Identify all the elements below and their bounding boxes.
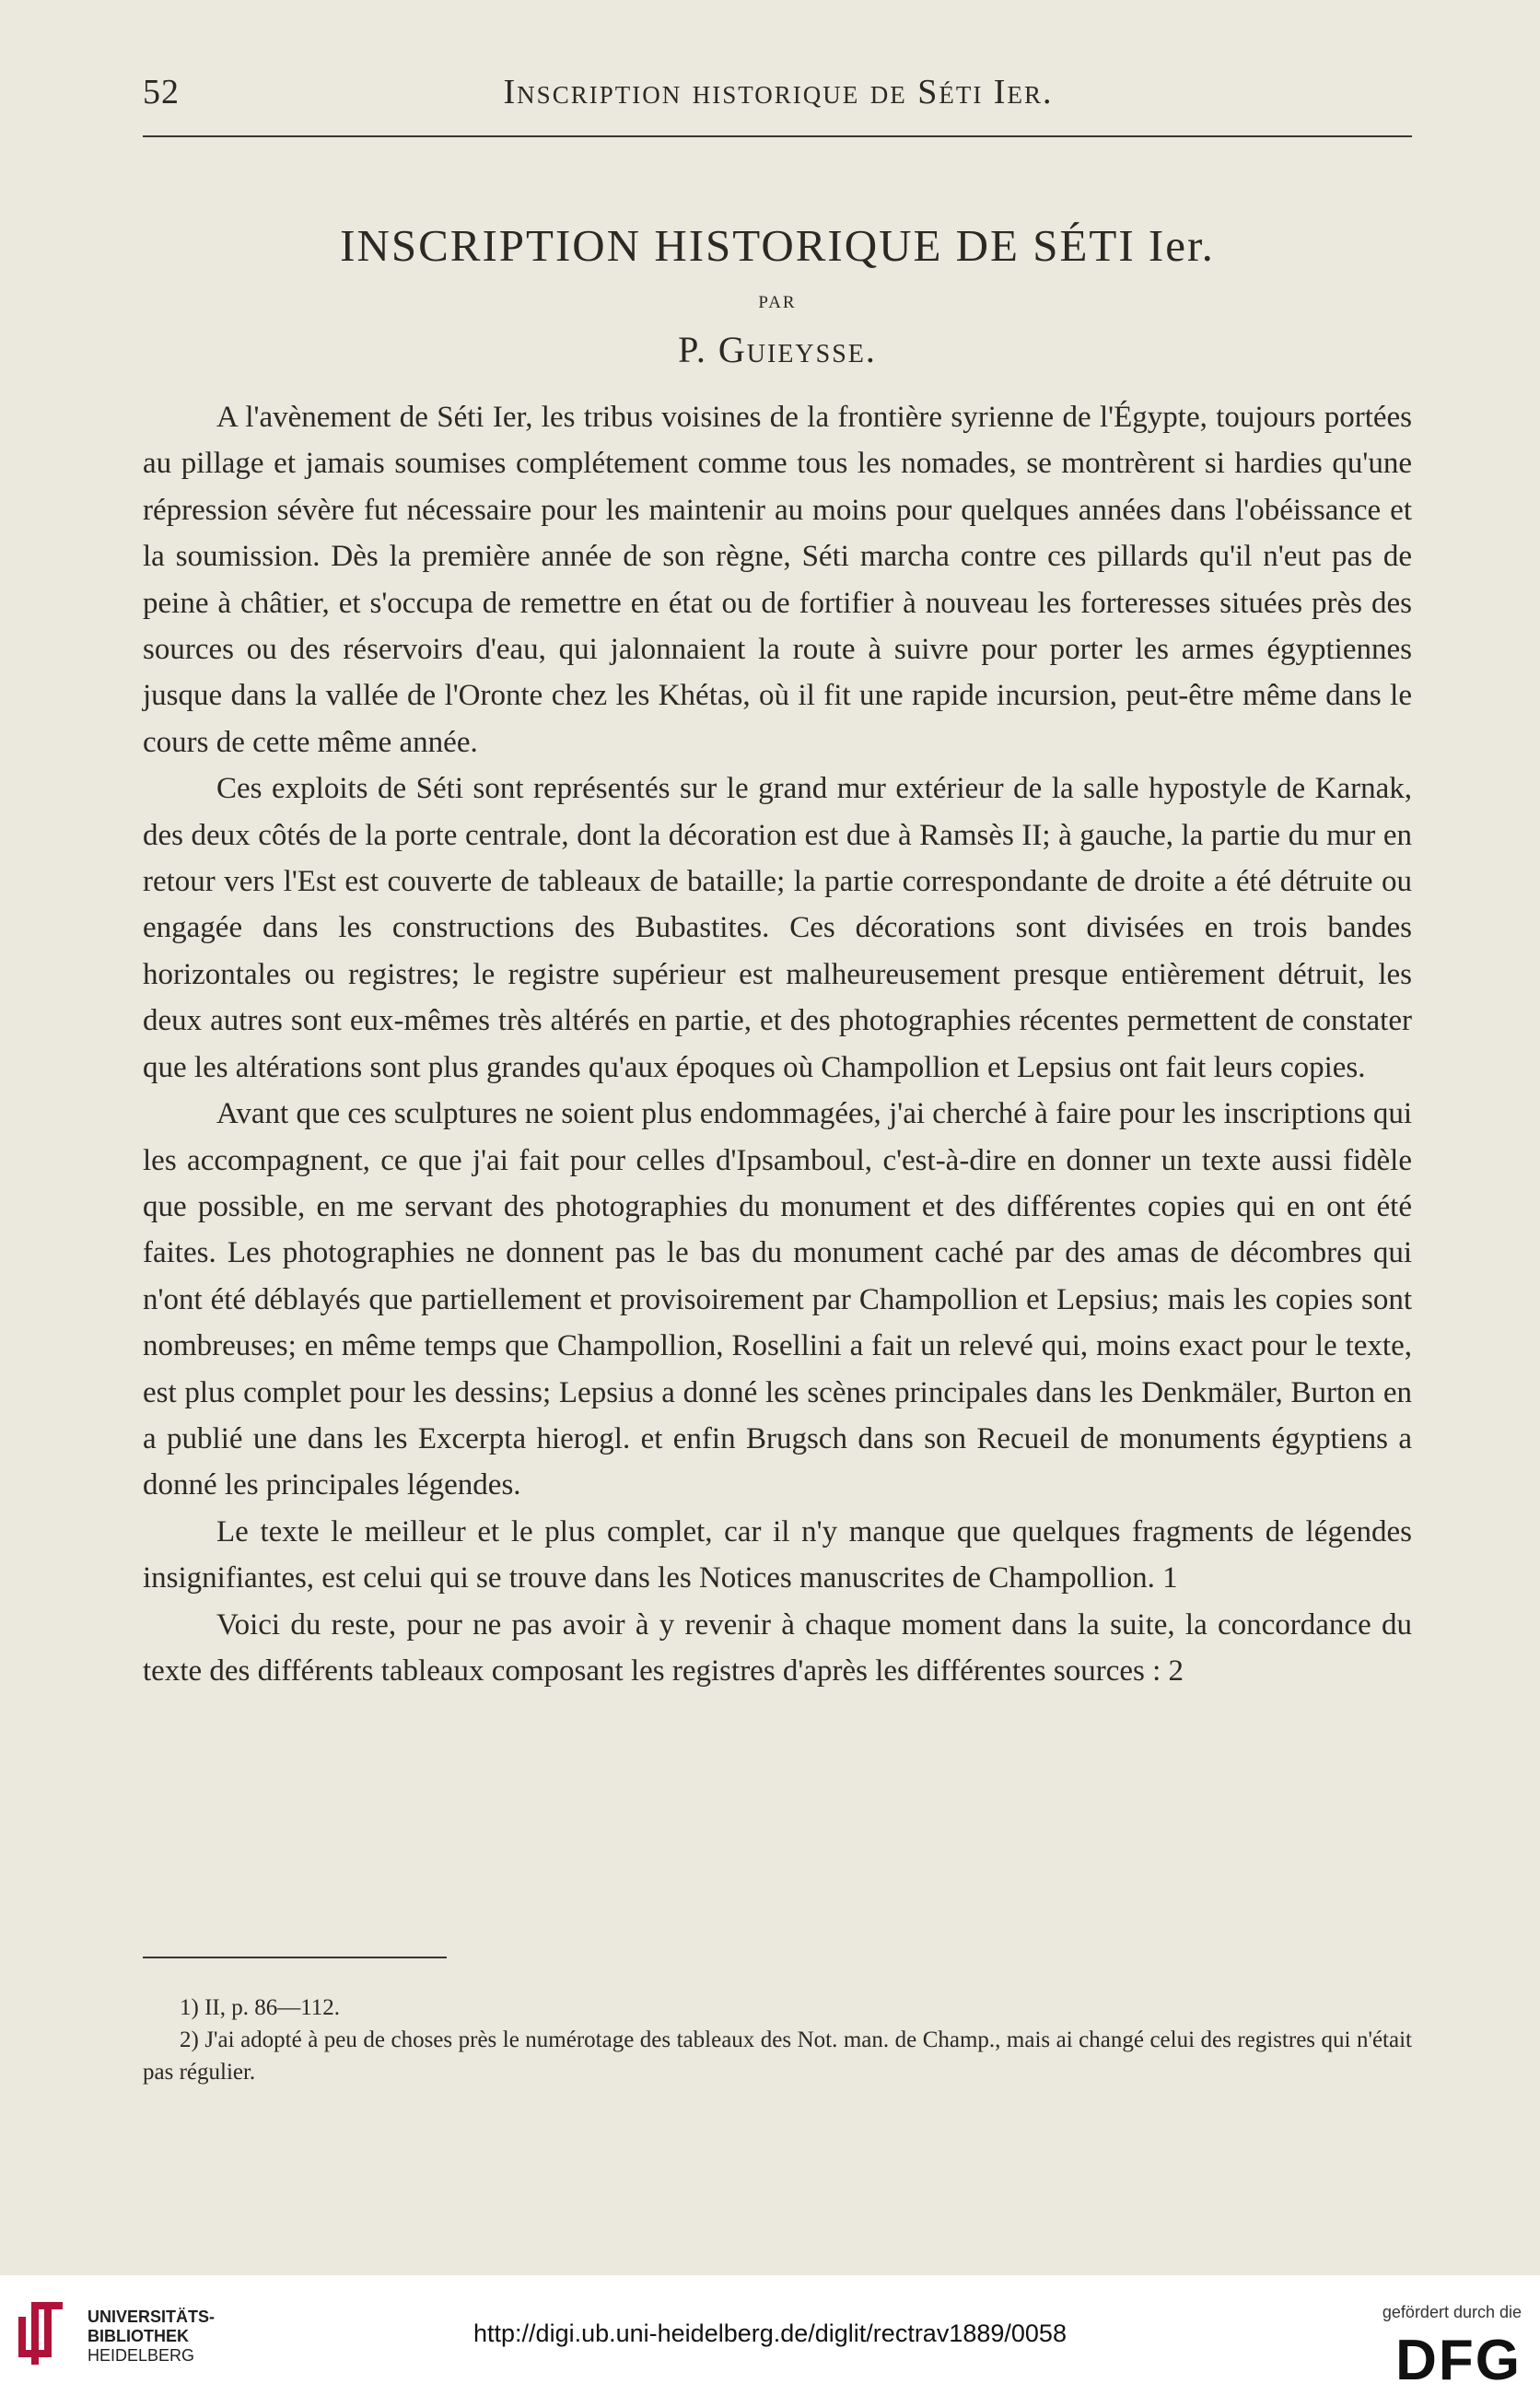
- footnote-rule: [143, 1957, 447, 1958]
- header-rule: [143, 135, 1412, 137]
- paragraph-2: Ces exploits de Séti sont représentés sur le grand mur extérieur de la salle hypostyle de Karnak, des deux côtés de la porte centrale, dont la décoration est due à Ramsès II; à gauche, la partie du mur en retour vers l'Est est couverte de tableaux de bataille; la partie correspondante de droite a été détruite ou engagée dans les constructions des Bubastites. Ces décorations sont divisées en trois bandes horizontales ou registres; le registre supérieur est malheureusement presque entièrement détruit, les deux autres sont eux-mêmes très altérés en partie, et des photographies récentes permettent de constater que les altérations sont plus grandes qu'aux époques où Champollion et Lepsius ont fait leurs copies.: [143, 772, 1412, 1084]
- author-name: P. Guieysse.: [678, 329, 877, 370]
- byline: PAR: [758, 293, 797, 312]
- paragraph-1: A l'avènement de Séti Ier, les tribus voisines de la frontière syrienne de l'Égypte, toujours portées au pillage et jamais soumises complétement comme tous les nomades, se montrèrent si hardies qu'une répression sévère fut nécessaire pour les maintenir au moins pour quelques années dans l'obéissance et la soumission. Dès la première année de son règne, Séti marcha contre ces pillards qu'il n'eut pas de peine à châtier, et s'occupa de remettre en état ou de fortifier à nouveau les forteresses situées près des sources ou des réservoirs d'eau, qui jalonnaient la route à suivre pour porter les armes égyptiennes jusque dans la vallée de l'Oronte chez les Khétas, où il fit une rapide incursion, peut-être même dans le cours de cette même année.: [143, 401, 1412, 759]
- paragraph-5: Voici du reste, pour ne pas avoir à y revenir à chaque moment dans la suite, la concordance du texte des différents tableaux composant les registres d'après les différentes sources : 2: [143, 1607, 1412, 1688]
- paragraph-4: Le texte le meilleur et le plus complet, car il n'y manque que quelques fragments de légendes insignifiantes, est celui qui se trouve dans les Notices manuscrites de Champollion. 1: [143, 1514, 1412, 1595]
- funding-note: gefördert durch die: [1382, 2303, 1522, 2321]
- article-title: INSCRIPTION HISTORIQUE DE SÉTI Ier.: [340, 220, 1215, 271]
- footnote-1: 1) II, p. 86—112.: [180, 1995, 341, 2020]
- library-name: UNIVERSITÄTS- BIBLIOTHEK HEIDELBERG: [88, 2308, 216, 2365]
- page-number: 52: [143, 73, 180, 111]
- running-head: [143, 72, 1414, 120]
- footnote-2: 2) J'ai adopté à peu de choses près le numérotage des tableaux des Not. man. de Champ., mais ai changé celui des registres qui n'était pas régulier.: [143, 2027, 1412, 2085]
- permalink-url[interactable]: http://digi.ub.uni-heidelberg.de/diglit/rectrav1889/0058: [473, 2319, 1067, 2347]
- footnotes: [143, 1992, 1412, 2088]
- paragraph-3: Avant que ces sculptures ne soient plus endommagées, j'ai cherché à faire pour les inscriptions qui les accompagnent, ce que j'ai fait pour celles d'Ipsamboul, c'est-à-dire en donner un texte aussi fidèle que possible, en me servant des photographies du monument et des différentes copies qui en ont été faites. Les photographies ne donnent pas le bas du monument caché par des amas de décombres qui n'ont été déblayés que partiellement et provisoirement par Champollion et Lepsius; mais les copies sont nombreuses; en même temps que Champollion, Rosellini a fait un relevé qui, moins exact pour le texte, est plus complet pour les dessins; Lepsius a donné les scènes principales dans les Denkmäler, Burton en a publié une dans les Excerpta hierogl. et enfin Brugsch dans son Recueil de monuments égyptiens a donné les principales légendes.: [143, 1097, 1412, 1502]
- dfg-logo: DFG: [1395, 2329, 1522, 2392]
- article-body: [143, 394, 1412, 1694]
- running-title: Inscription historique de Séti Ier.: [503, 73, 1054, 111]
